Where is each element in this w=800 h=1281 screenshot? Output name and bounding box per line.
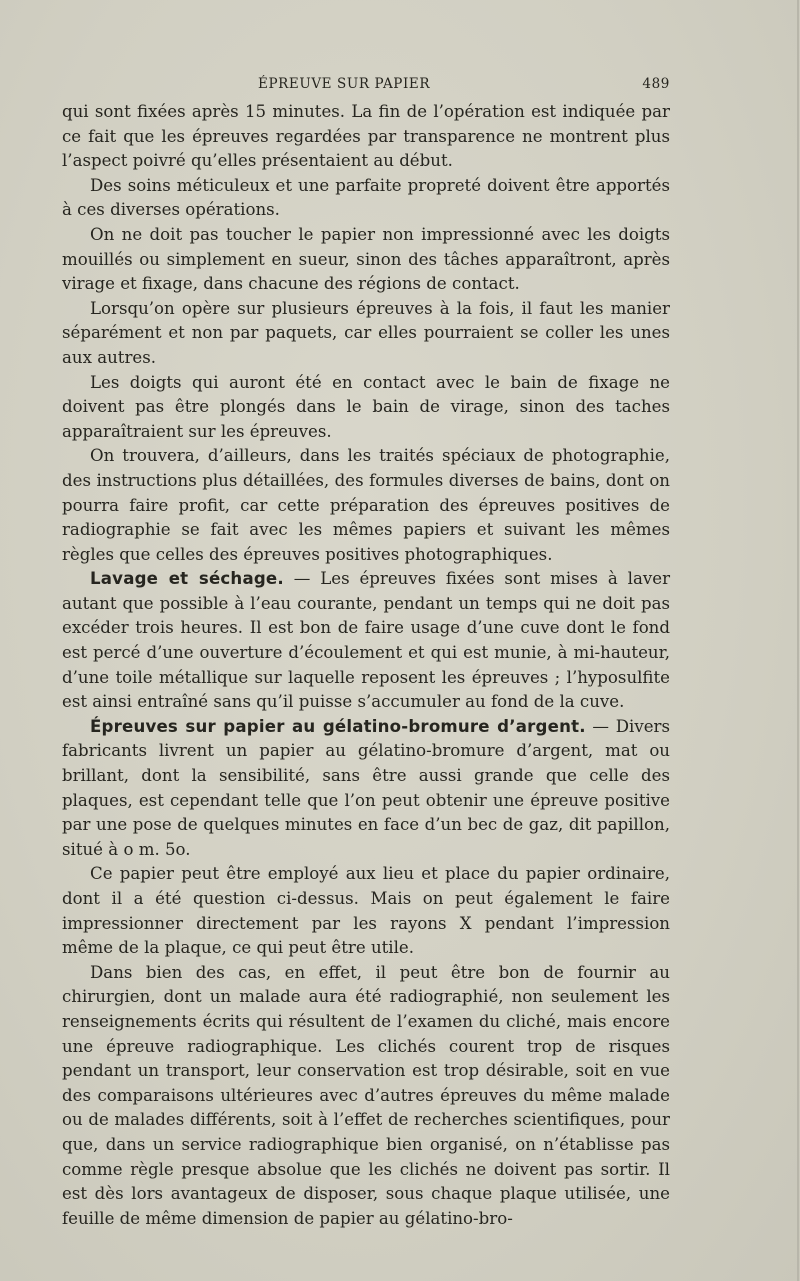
paragraph-text: Des soins méticuleux et une parfaite propreté doivent être apportés à ces diverses opérations. — [62, 175, 670, 220]
paragraph — [62, 715, 670, 863]
paragraph-text: Les doigts qui auront été en contact avec le bain de fixage ne doivent pas être plongés dans le bain de virage, sinon des taches apparaîtraient sur les épreuves. — [62, 372, 670, 441]
body-text — [62, 100, 670, 1231]
page-number: 489 — [642, 76, 670, 92]
paragraph-text: — Les épreuves fixées sont mises à laver autant que possible à l’eau courante, pendant un temps qui ne doit pas excéder trois heures. Il est bon de faire usage d’une cuve dont le fond est percé d’une ouverture d’écoulement et qui est munie, à mi-hauteur, d’une toile métallique sur laquelle reposent les épreuves ; l’hyposulfite est ainsi entraîné sans qu’il puisse s’accumuler au fond de la cuve. — [62, 569, 670, 712]
paragraph-text: Dans bien des cas, en effet, il peut être bon de fournir au chirurgien, dont un malade aura été radiographié, non seulement les renseignements écrits qui résultent de l’examen du cliché, mais encore une épreuve radiographique. Les clichés courent trop de risques pendant un transport, leur conservation est trop désirable, soit en vue des comparaisons ultérieures avec d’autres épreuves du même malade ou de malades différents, soit à l’effet de recherches scientifiques, pour que, dans un service radiographique bien organisé, on n’établisse pas comme règle presque absolue que les clichés ne doivent pas sortir. Il est dès lors avantageux de disposer, sous chaque plaque utilisée, une feuille de même dimension de papier au gélatino-bro- — [62, 962, 670, 1228]
section-heading: Lavage et séchage. — [90, 569, 284, 589]
paragraph — [62, 862, 670, 960]
paragraph — [62, 174, 670, 223]
running-header — [62, 68, 670, 100]
book-page — [62, 68, 670, 1231]
paragraph — [62, 100, 670, 174]
paragraph — [62, 297, 670, 371]
paragraph — [62, 444, 670, 567]
paragraph — [62, 961, 670, 1232]
paragraph-text: qui sont fixées après 15 minutes. La fin de l’opération est indiquée par ce fait que les épreuves regardées par transparence ne montrent plus l’aspect poivré qu’elles présentaient au début. — [62, 102, 670, 171]
paragraph-text: Ce papier peut être employé aux lieu et place du papier ordinaire, dont il a été question ci-dessus. Mais on peut également le faire impressionner directement par les rayons X pendant l’impression même de la plaque, ce qui peut être utile. — [62, 864, 670, 958]
paragraph-text: — Divers fabricants livrent un papier au gélatino-bromure d’argent, mat ou brillant, dont la sensibilité, sans être aussi grande que celle des plaques, est cependant telle que l’on peut obtenir une épreuve positive par une pose de quelques minutes en face d’un bec de gaz, dit papillon, situé à o m. 5o. — [62, 716, 670, 859]
paragraph-text: Lorsqu’on opère sur plusieurs épreuves à la fois, il faut les manier séparément et non par paquets, car elles pourraient se coller les unes aux autres. — [62, 298, 670, 367]
paragraph-text: On trouvera, d’ailleurs, dans les traités spéciaux de photographie, des instructions plus détaillées, des formules diverses de bains, dont on pourra faire profit, car cette préparation des épreuves positives de radiographie se fait avec les mêmes papiers et suivant les mêmes règles que celles des épreuves positives photographiques. — [62, 446, 670, 564]
paragraph-text: On ne doit pas toucher le papier non impressionné avec les doigts mouillés ou simplement en sueur, sinon des tâches apparaîtront, après virage et fixage, dans chacune des régions de contact. — [62, 224, 670, 294]
page-edge-shadow — [797, 0, 799, 1281]
paragraph — [62, 223, 670, 297]
paragraph — [62, 567, 670, 715]
paragraph — [62, 371, 670, 445]
running-title: ÉPREUVE SUR PAPIER — [258, 76, 431, 92]
section-heading: Épreuves sur papier au gélatino-bromure d’argent. — [90, 716, 586, 736]
